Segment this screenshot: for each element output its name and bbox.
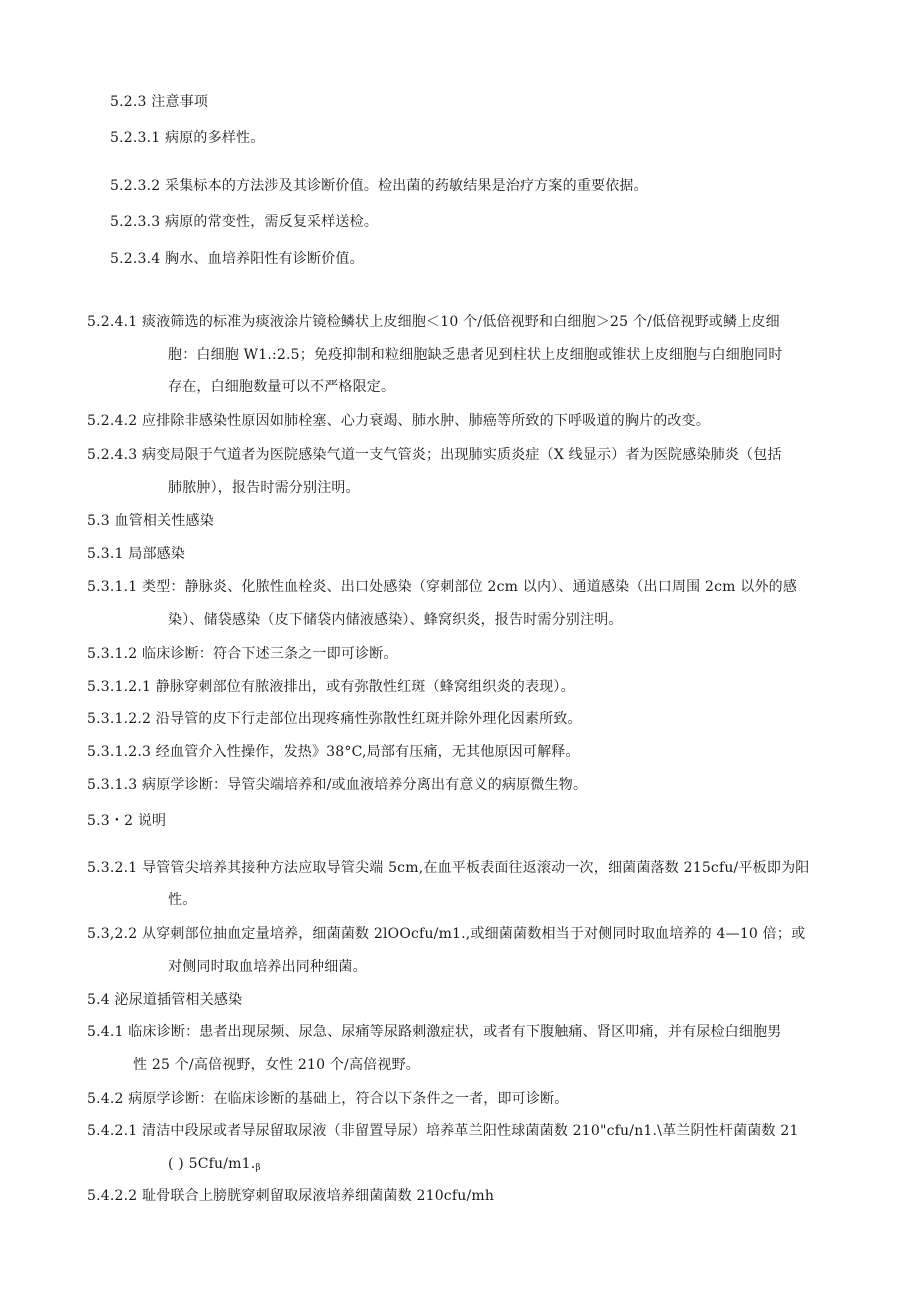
heading-5-2-3: 5.2.3 注意事项 [110,94,209,110]
item-5-2-4-2: 5.2.4.2 应排除非感染性原因如肺栓塞、心力衰竭、肺水肿、肺癌等所致的下呼吸道的胸片的改变。 [87,413,711,429]
item-5-3-2-1-cont: 性。 [168,892,197,908]
item-5-3-1-2-1: 5.3.1.2.1 静脉穿刺部位有脓液排出，或有弥散性红斑（蜂窝组织炎的表现）。 [87,679,575,695]
item-5-2-3-4: 5.2.3.4 胸水、血培养阳性有诊断价值。 [110,251,364,267]
item-5-3-1-2: 5.3.1.2 临床诊断：符合下述三条之一即可诊断。 [87,646,398,662]
heading-5-3-2: 5.3・2 说明 [87,813,167,829]
item-5-2-3-2: 5.2.3.2 采集标本的方法涉及其诊断价值。检出菌的药敏结果是治疗方案的重要依据。 [110,178,648,194]
item-5-3-1-1-cont: 染）、储袋感染（皮下储袋内储液感染）、蜂窝织炎，报告时需分别注明。 [168,612,623,628]
heading-5-3-1: 5.3.1 局部感染 [87,546,186,562]
item-5-4-2-1-subscript: β [255,1163,261,1173]
item-5-4-2-2: 5.4.2.2 耻骨联合上膀胱穿刺留取尿液培养细菌菌数 210cfu/mh [87,1188,495,1204]
item-5-3-1-3: 5.3.1.3 病原学诊断：导管尖端培养和/或血液培养分离出有意义的病原微生物。 [87,777,588,793]
item-5-4-1: 5.4.1 临床诊断：患者出现尿频、尿急、尿痛等尿路刺激症状，或者有下腹触痛、肾区叩痛，并有尿检白细胞男 [87,1024,782,1040]
item-5-4-2: 5.4.2 病原学诊断：在临床诊断的基础上，符合以下条件之一者，即可诊断。 [87,1091,569,1107]
item-5-2-4-1-cont-1: 胞：白细胞 W1.:2.5；免疫抑制和粒细胞缺乏患者见到柱状上皮细胞或锥状上皮细胞与白细胞同时 [168,347,783,363]
item-5-2-3-1: 5.2.3.1 病原的多样性。 [110,130,265,146]
item-5-4-2-1-cont [168,1154,261,1178]
item-5-3-1-2-2: 5.3.1.2.2 沿导管的皮下行走部位出现疼痛性弥散性红斑并除外理化因素所致。 [87,711,582,727]
item-5-2-4-1: 5.2.4.1 痰液筛选的标准为痰液涂片镜检鳞状上皮细胞＜10 个/低倍视野和白细胞＞25 个/低倍视野或鳞上皮细 [87,314,780,330]
item-5-2-4-3-cont: 肺脓肿），报告时需分别注明。 [168,480,360,496]
item-5-4-1-cont: 性 25 个/高倍视野，女性 210 个/高倍视野。 [133,1057,420,1073]
item-5-3-2-2: 5.3,2.2 从穿刺部位抽血定量培养，细菌菌数 2lOOcfu/m1.,或细菌菌数相当于对侧同时取血培养的 4—10 倍；或 [87,926,806,942]
item-5-2-3-3: 5.2.3.3 病原的常变性，需反复采样送检。 [110,214,379,230]
item-5-4-2-1-cont-text: ( ) 5Cfu/m1. [168,1156,256,1172]
item-5-3-1-2-3: 5.3.1.2.3 经血管介入性操作，发热》38°C,局部有压痛，无其他原因可解释。 [87,744,580,760]
heading-5-4: 5.4 泌尿道插管相关感染 [87,992,243,1008]
item-5-2-4-1-cont-2: 存在，白细胞数量可以不严格限定。 [168,379,396,395]
heading-5-3: 5.3 血管相关性感染 [87,513,214,529]
item-5-3-2-2-cont: 对侧同时取血培养出同种细菌。 [168,959,367,975]
item-5-2-4-3: 5.2.4.3 病变局限于气道者为医院感染气道一支气管炎；出现肺实质炎症（X 线显示）者为医院感染肺炎（包括 [87,447,782,463]
item-5-3-1-1: 5.3.1.1 类型：静脉炎、化脓性血栓炎、出口处感染（穿刺部位 2cm 以内）、通道感染（出口周围 2cm 以外的感 [87,579,798,595]
item-5-3-2-1: 5.3.2.1 导管管尖培养其接种方法应取导管尖端 5cm,在血平板表面往返滚动一次，细菌菌落数 215cfu/平板即为阳 [87,860,810,876]
item-5-4-2-1: 5.4.2.1 清洁中段尿或者导尿留取尿液（非留置导尿）培养革兰阳性球菌菌数 210"cfu/n1.\革兰阴性杆菌菌数 21 [87,1123,799,1139]
